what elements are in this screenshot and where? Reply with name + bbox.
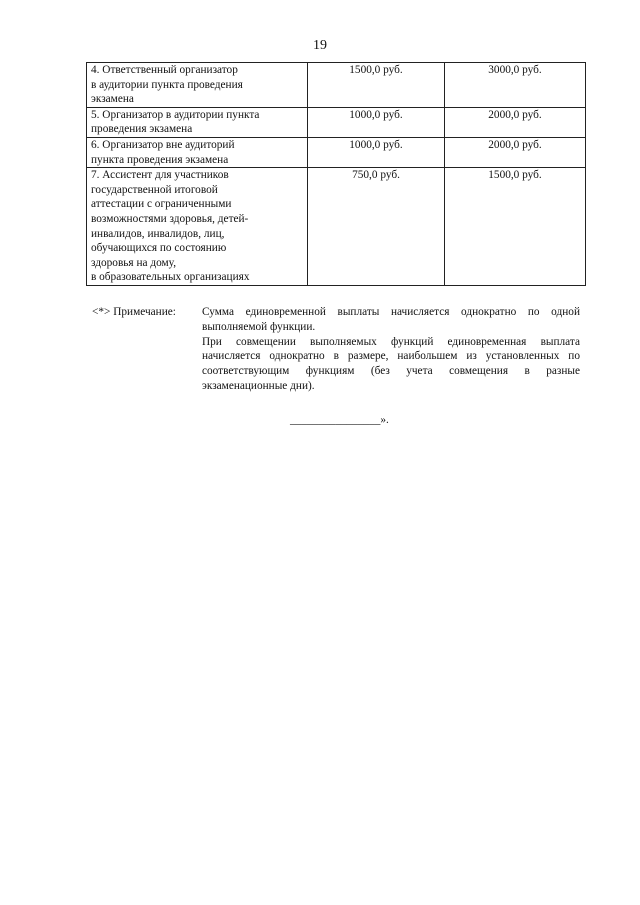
function-line: в образовательных организациях xyxy=(91,271,250,284)
footnote-paragraph: Сумма единовременной выплаты начисляется однократно по одной выполняемой функции. xyxy=(202,306,580,333)
table-row xyxy=(87,107,586,137)
function-line: проведения экзамена xyxy=(91,123,193,136)
payment-table xyxy=(86,62,586,286)
footnote-label: <*> Примечание: xyxy=(92,306,176,318)
table-row xyxy=(87,137,586,167)
amount-cell: 3000,0 руб. xyxy=(445,63,586,108)
table-row xyxy=(87,63,586,108)
page-number: 19 xyxy=(313,38,327,53)
amount-cell: 1000,0 руб. xyxy=(308,137,445,167)
function-cell xyxy=(87,168,308,286)
function-line: 4. Ответственный организатор xyxy=(91,64,238,76)
amount-cell: 2000,0 руб. xyxy=(445,107,586,137)
amount-cell: 1000,0 руб. xyxy=(308,107,445,137)
function-line: 5. Организатор в аудитории пункта xyxy=(91,108,260,121)
footnote-paragraph: При совмещении выполняемых функций единовременная выплата начисляется однократно в размере, наибольшем из установленных по соответствующим функциям (без учета совмещения в разные экзаменационные дни). xyxy=(202,335,580,392)
amount-cell: 1500,0 руб. xyxy=(308,63,445,108)
function-line: здоровья на дому, xyxy=(91,256,177,269)
function-line: 6. Организатор вне аудиторий xyxy=(91,138,235,151)
function-line: пункта проведения экзамена xyxy=(91,153,229,166)
function-cell xyxy=(87,137,308,167)
function-line: возможностями здоровья, детей- xyxy=(91,212,249,225)
footnote-body xyxy=(202,305,580,394)
function-line: экзамена xyxy=(91,93,134,106)
function-line: инвалидов, инвалидов, лиц, xyxy=(91,227,225,240)
function-line: государственной итоговой xyxy=(91,183,218,196)
closing-line: ________________». xyxy=(290,414,389,426)
table-row xyxy=(87,168,586,286)
function-line: 7. Ассистент для участников xyxy=(91,169,229,182)
function-line: обучающихся по состоянию xyxy=(91,242,227,255)
function-line: в аудитории пункта проведения xyxy=(91,78,243,91)
function-line: аттестации с ограниченными xyxy=(91,198,232,211)
amount-cell: 750,0 руб. xyxy=(308,168,445,286)
amount-cell: 1500,0 руб. xyxy=(445,168,586,286)
function-cell xyxy=(87,107,308,137)
function-cell xyxy=(87,63,308,108)
amount-cell: 2000,0 руб. xyxy=(445,137,586,167)
